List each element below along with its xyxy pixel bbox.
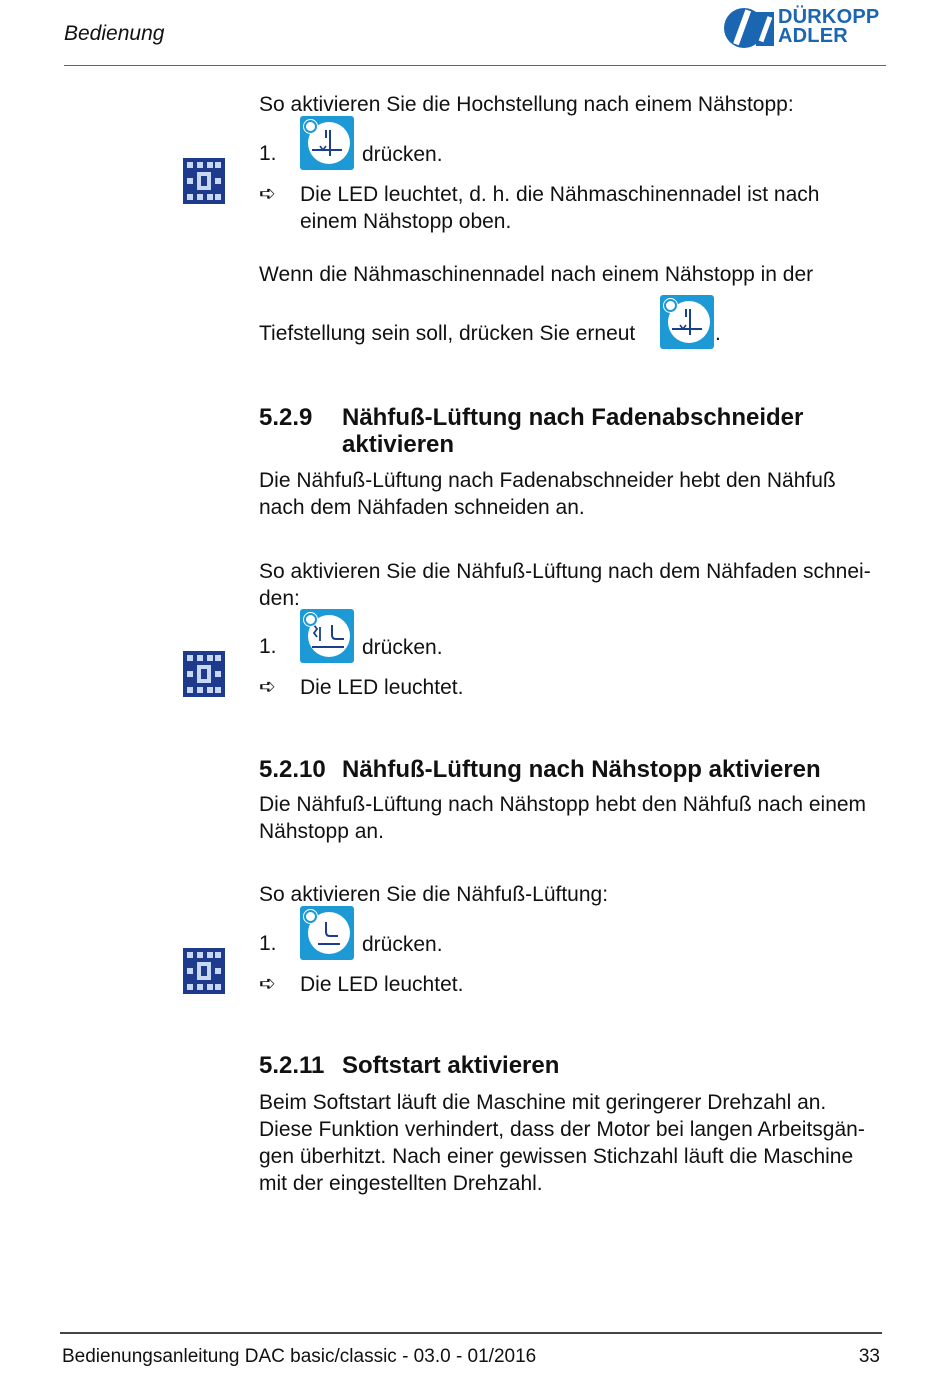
- result-arrow-icon: ➪: [259, 973, 276, 995]
- intro-text: So aktivieren Sie die Hochstellung nach einem Nähstopp:: [259, 93, 794, 116]
- section-number: 5.2.10: [259, 756, 326, 783]
- result-line: Die LED leuchtet, d. h. die Nähmaschinennadel ist nach: [300, 183, 820, 206]
- desc-line: mit der eingestellten Drehzahl.: [259, 1172, 543, 1195]
- desc-line: gen überhitzt. Nach einer gewissen Stichzahl läuft die Maschine: [259, 1145, 854, 1168]
- control-panel-icon: [183, 948, 225, 992]
- desc-line: Die Nähfuß-Lüftung nach Fadenabschneider hebt den Nähfuß: [259, 469, 836, 492]
- result-line: Die LED leuchtet.: [300, 676, 464, 699]
- desc-line: nach dem Nähfaden schneiden an.: [259, 496, 585, 519]
- footer-rule: [60, 1332, 882, 1334]
- step-text: drücken.: [362, 143, 443, 166]
- step-text: drücken.: [362, 636, 443, 659]
- section-number: 5.2.11: [259, 1052, 325, 1079]
- foot-lift-after-cut-key-icon: [300, 609, 354, 663]
- desc-line: Nähstopp an.: [259, 820, 384, 843]
- note-end: .: [715, 322, 721, 345]
- needle-up-key-icon: [300, 116, 354, 170]
- logo-line-2: ADLER: [778, 25, 848, 47]
- result-arrow-icon: ➪: [259, 183, 276, 205]
- section-title: aktivieren: [342, 431, 455, 458]
- note-line: Wenn die Nähmaschinennadel nach einem Nähstopp in der: [259, 263, 814, 286]
- foot-lift-key-icon: [300, 906, 354, 960]
- result-line: einem Nähstopp oben.: [300, 210, 512, 233]
- footer-doc-title: Bedienungsanleitung DAC basic/classic - 03.0 - 01/2016: [62, 1346, 537, 1367]
- step-text: drücken.: [362, 933, 443, 956]
- header-rule: [64, 65, 886, 66]
- section-title: Nähfuß-Lüftung nach Nähstopp aktivieren: [342, 756, 821, 783]
- desc-line: Diese Funktion verhindert, dass der Motor bei langen Arbeitsgän-: [259, 1118, 865, 1141]
- desc-line: Beim Softstart läuft die Maschine mit geringerer Drehzahl an.: [259, 1091, 827, 1114]
- header-title: Bedienung: [64, 22, 165, 45]
- note-line: Tiefstellung sein soll, drücken Sie erneut: [259, 322, 636, 345]
- step-number: 1.: [259, 635, 277, 658]
- section-title: Softstart aktivieren: [342, 1052, 560, 1079]
- section-number: 5.2.9: [259, 404, 313, 431]
- intro-text: So aktivieren Sie die Nähfuß-Lüftung:: [259, 883, 609, 906]
- desc-line: Die Nähfuß-Lüftung nach Nähstopp hebt den Nähfuß nach einem: [259, 793, 867, 816]
- step-number: 1.: [259, 932, 277, 955]
- needle-up-key-icon: [660, 295, 714, 349]
- section-title: Nähfuß-Lüftung nach Fadenabschneider: [342, 404, 804, 431]
- result-line: Die LED leuchtet.: [300, 973, 464, 996]
- control-panel-icon: [183, 158, 225, 202]
- control-panel-icon: [183, 651, 225, 695]
- result-arrow-icon: ➪: [259, 676, 276, 698]
- page-number: 33: [858, 1346, 880, 1367]
- intro-line: den:: [259, 587, 300, 610]
- brand-logo: [722, 6, 892, 50]
- intro-line: So aktivieren Sie die Nähfuß-Lüftung nach dem Nähfaden schnei-: [259, 560, 871, 583]
- logo-line-1: DÜRKOPP: [778, 6, 880, 28]
- brand-logo-icon: [722, 6, 776, 50]
- step-number: 1.: [259, 142, 277, 165]
